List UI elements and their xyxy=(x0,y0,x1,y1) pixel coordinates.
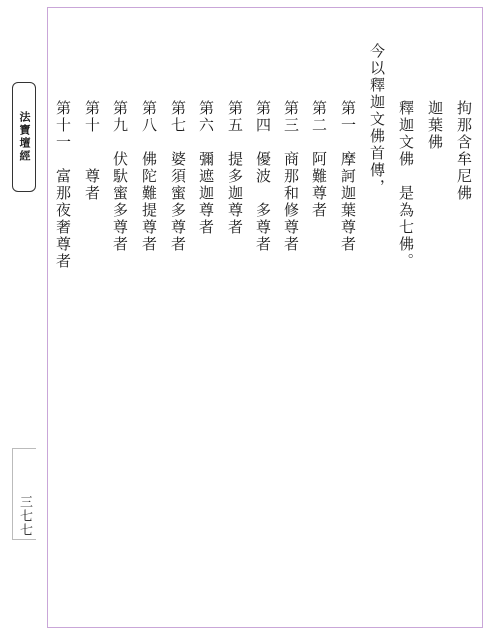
text-column-9: 第五 提多迦尊者 xyxy=(226,100,244,236)
text-column-1: 拘那含牟尼佛 xyxy=(455,100,473,202)
text-column-11: 第七 婆須蜜多尊者 xyxy=(169,100,187,253)
text-column-7: 第三 商那和修尊者 xyxy=(282,100,300,253)
text-column-3: 釋迦文佛 是為七佛。 xyxy=(397,100,415,270)
text-column-13: 第九 伏馱蜜多尊者 xyxy=(111,100,129,253)
sutra-title: 法寶壇經 xyxy=(18,111,31,163)
text-column-15: 第十一 富那夜奢尊者 xyxy=(54,100,72,270)
text-column-5: 第一 摩訶迦葉尊者 xyxy=(339,100,357,253)
text-column-8: 第四 優波 多尊者 xyxy=(254,100,272,253)
text-column-6: 第二 阿難尊者 xyxy=(310,100,328,219)
text-column-4: 今以釋迦文佛首傳， xyxy=(368,43,386,196)
text-column-14: 第十 尊者 xyxy=(83,100,101,202)
page-number: 三七七 xyxy=(17,495,32,537)
sutra-title-tab xyxy=(12,82,36,192)
page-number-tab xyxy=(12,448,36,540)
text-column-12: 第八 佛陀難提尊者 xyxy=(140,100,158,253)
text-column-10: 第六 彌遮迦尊者 xyxy=(197,100,215,236)
text-column-2: 迦葉佛 xyxy=(426,100,444,151)
